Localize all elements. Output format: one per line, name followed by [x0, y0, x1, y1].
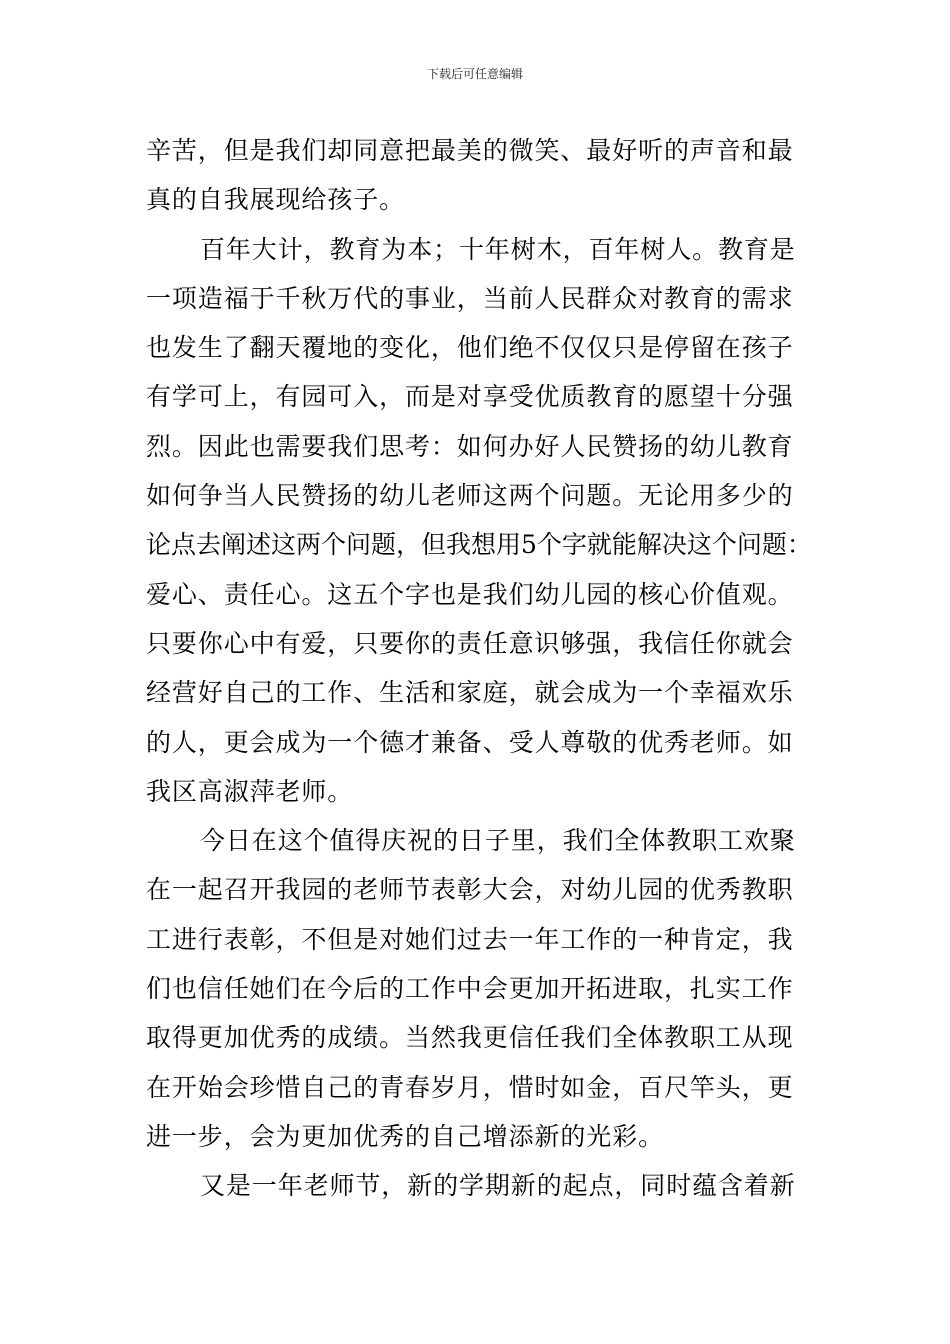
text-line: 今日在这个值得庆祝的日子里，我们全体教职工欢聚 [200, 826, 796, 856]
page-header [0, 66, 950, 82]
text-line: 的人，更会成为一个德才兼备、受人尊敬的优秀老师。如 [146, 727, 794, 757]
text-line: 论点去阐述这两个问题，但我想用5个字就能解决这个问题： [146, 530, 812, 560]
paragraph-3 [146, 816, 811, 1161]
text-line: 经营好自己的工作、生活和家庭，就会成为一个幸福欢乐 [146, 678, 794, 708]
text-line: 真的自我展现给孩子。 [146, 185, 406, 215]
text-line: 我区高淑萍老师。 [146, 776, 354, 806]
paragraph-1 [146, 126, 811, 225]
text-line: 工进行表彰，不但是对她们过去一年工作的一种肯定，我 [146, 924, 794, 954]
text-line: 在一起召开我园的老师节表彰大会，对幼儿园的优秀教职 [146, 875, 794, 905]
text-line: 在开始会珍惜自己的青春岁月，惜时如金，百尺竿头，更 [146, 1072, 794, 1102]
document-body [146, 126, 811, 1211]
text-line: 辛苦，但是我们却同意把最美的微笑、最好听的声音和最 [146, 136, 794, 165]
text-line: 爱心、责任心。这五个字也是我们幼儿园的核心价值观。 [146, 579, 794, 609]
paragraph-2 [146, 225, 811, 817]
text-line: 们也信任她们在今后的工作中会更加开拓进取，扎实工作 [146, 974, 794, 1004]
text-line: 也发生了翻天覆地的变化，他们绝不仅仅只是停留在孩子 [146, 333, 794, 363]
text-line: 有学可上，有园可入，而是对享受优质教育的愿望十分强 [146, 382, 794, 412]
header-text: 下载后可任意编辑 [426, 67, 523, 81]
text-line: 取得更加优秀的成绩。当然我更信任我们全体教职工从现 [146, 1023, 794, 1053]
text-line: 一项造福于千秋万代的事业，当前人民群众对教育的需求 [146, 283, 794, 313]
text-line: 进一步，会为更加优秀的自己增添新的光彩。 [146, 1121, 665, 1151]
text-line: 烈。因此也需要我们思考：如何办好人民赞扬的幼儿教育 [146, 431, 794, 461]
paragraph-4 [146, 1161, 811, 1210]
text-line: 百年大计，教育为本；十年树木，百年树人。教育是 [200, 234, 796, 264]
text-line: 如何争当人民赞扬的幼儿老师这两个问题。无论用多少的 [146, 481, 794, 511]
text-line: 又是一年老师节，新的学期新的起点，同时蕴含着新 [200, 1171, 796, 1201]
text-line: 只要你心中有爱，只要你的责任意识够强，我信任你就会 [146, 628, 794, 658]
